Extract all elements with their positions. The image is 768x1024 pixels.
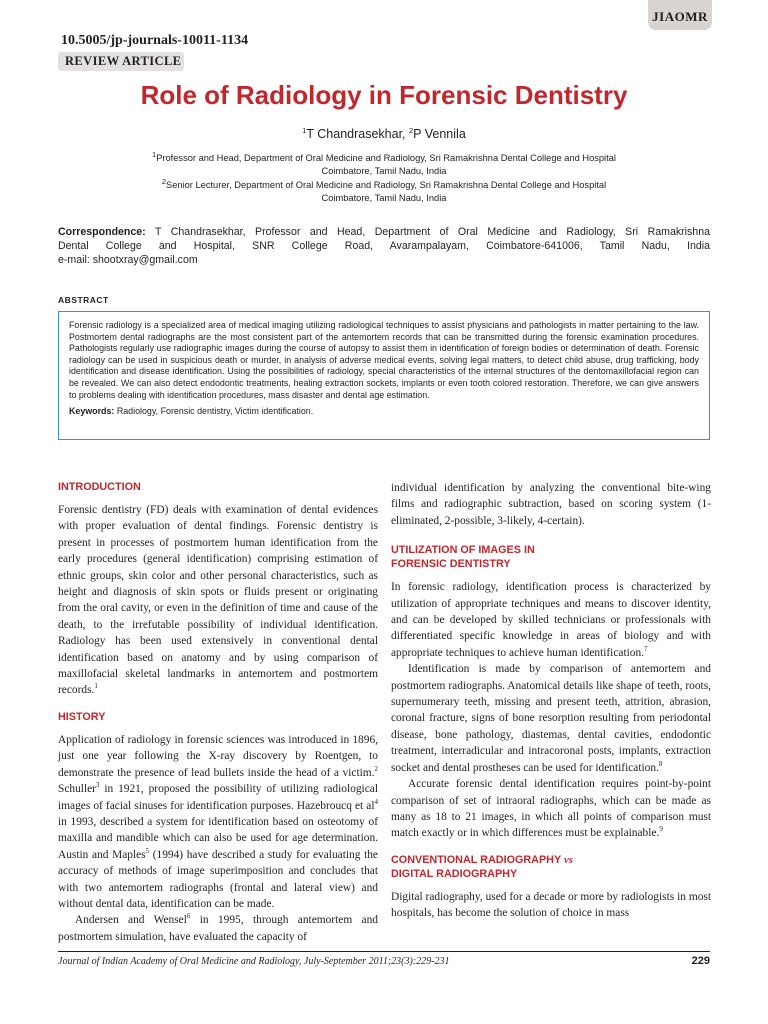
affiliation-2-line2: Coimbatore, Tamil Nadu, India	[321, 193, 447, 204]
utilization-p3-text: Accurate forensic dental identification requires point-by-point comparison of set of intraoral radiographs, which can be made as many as 18 to 21 images, in which all points of comparison must match exactly or in which differences must be explainable.	[391, 778, 711, 840]
author-1-name: T Chandrasekhar,	[306, 127, 409, 142]
utilization-paragraph-3	[391, 776, 711, 842]
utilization-paragraph-1	[391, 579, 711, 661]
utilization-heading-line1: UTILIZATION OF IMAGES IN	[391, 544, 535, 557]
ref-7: 7	[644, 645, 648, 654]
utilization-p2-text: Identification is made by comparison of antemortem and postmortem radiographs. Anatomical details like shape of teeth, roots, supernumerary teeth, missing and present teeth, attrition, abrasion, coronal fracture, signs of bone resorption resulting from periodontal disease, bone pathology, diastemas, dental cavities, endodontic treatment, interradicular and intracoronal posts, implants, extraction socket and dental prostheses can be used for identification.	[391, 663, 711, 774]
history-text-c: in 1921, proposed the possibility of utilizing radiological images of facial sinuses for identification purposes. Hazebroucq et al	[58, 783, 378, 812]
ref-9: 9	[659, 825, 663, 834]
correspondence-line2: Dental College and Hospital, SNR College Road, Avarampalayam, Coimbatore-641006, Tamil Nadu, India	[58, 240, 710, 252]
journal-abbrev-tab: JIAOMR	[648, 0, 712, 30]
introduction-heading: INTRODUCTION	[58, 481, 141, 493]
correspondence-email: e-mail: shootxray@gmail.com	[58, 254, 198, 266]
keywords	[69, 406, 699, 418]
history-heading: HISTORY	[58, 710, 106, 723]
affiliation-2-line1: Senior Lecturer, Department of Oral Medicine and Radiology, Sri Ramakrishna Dental College and Hospital	[166, 180, 607, 191]
ref-1: 1	[94, 682, 98, 691]
left-column	[58, 480, 378, 945]
affiliation-1-line2: Coimbatore, Tamil Nadu, India	[321, 166, 447, 177]
conventional-heading-vs: vs	[563, 853, 573, 866]
ref-5: 5	[145, 846, 150, 855]
history-text-d: in 1993, described a system for identification based on osteotomy of maxilla and mandible which can also be used for age determination. Austin and Maples	[58, 815, 378, 861]
correspondence	[58, 225, 710, 267]
ref-6: 6	[186, 912, 191, 921]
history-text-b: Schuller	[58, 783, 96, 796]
utilization-heading-line2: FORENSIC DENTISTRY	[391, 558, 511, 571]
conventional-paragraph: Digital radiography, used for a decade or more by radiologists in most hospitals, has become the solution of choice in mass	[391, 890, 711, 920]
utilization-heading	[391, 543, 711, 571]
affiliation-1-line1: Professor and Head, Department of Oral Medicine and Radiology, Sri Ramakrishna Dental College and Hospital	[156, 153, 616, 164]
ref-8: 8	[658, 759, 663, 768]
introduction-paragraph	[58, 502, 378, 699]
footer-rule	[58, 951, 710, 952]
affiliation-2	[100, 175, 668, 205]
author-2-name: P Vennila	[413, 127, 466, 142]
footer-journal-citation: Journal of Indian Academy of Oral Medicine and Radiology, July-September 2011;23(3):229-231	[58, 956, 450, 967]
ref-4: 4	[374, 797, 378, 806]
article-title: Role of Radiology in Forensic Dentistry	[140, 80, 628, 110]
history-text-a: Application of radiology in forensic sciences was introduced in 1896, just one year following the X-ray discovery by Roentgen, to demonstrate the presence of lead bullets inside the head of a victim.	[58, 733, 378, 779]
abstract-heading: ABSTRACT	[58, 295, 109, 305]
keywords-text: Radiology, Forensic dentistry, Victim identification.	[114, 406, 314, 417]
correspondence-line1: T Chandrasekhar, Professor and Head, Department of Oral Medicine and Radiology, Sri Ramakrishna	[145, 226, 710, 238]
history-paragraph-1	[58, 732, 378, 912]
history-p2-text-b: in 1995, through antemortem and postmortem simulation, have evaluated the capacity of	[58, 914, 378, 943]
conventional-heading-a: CONVENTIONAL RADIOGRAPHY	[391, 853, 564, 866]
author-1-number: 1	[302, 126, 307, 135]
affiliation-1	[100, 148, 668, 178]
utilization-paragraph-2	[391, 661, 711, 776]
history-continued: individual identification by analyzing the conventional bite-wing films and radiographic subtraction, based on scoring system (1-eliminated, 2-possible, 3-likely, 4-certain).	[391, 482, 711, 527]
affiliation-1-number: 1	[152, 150, 157, 159]
author-2-number: 2	[409, 126, 414, 135]
utilization-p1-text: In forensic radiology, identification process is characterized by utilization of appropriate techniques and means to discover identity, and can be developed by skilled technicians or professionals with differentiated specific knowledge in areas of biology and with appropriate techniques to achieve human identification.	[391, 581, 711, 659]
abstract-box	[58, 311, 710, 440]
conventional-heading	[391, 853, 711, 881]
history-paragraph-2	[58, 912, 378, 945]
introduction-text: Forensic dentistry (FD) deals with examination of dental evidences with proper evaluation of dental findings. Forensic dentistry is present in processes of postmortem human identification from the early procedures (general identification) comprising estimation of ethnic groups, skin color and other personal characteristics, such as height and diagnosis of skin spots or fluids present or originating from the oral cavity, or even in the definition of time and cause of the death, to the irrefutable possibility of individual identification. Radiology has been used extensively in conventional dental identification based on anatomy and by using comparison of maxillofacial skeletal landmarks in antemortem and postmortem records.	[58, 504, 378, 697]
ref-2: 2	[374, 764, 378, 773]
history-text-e: (1994) have described a study for evaluating the accuracy of methods of image superimposition and concludes that with two antemortem radiographs (frontal and lateral view) and without dental data, identification can be made.	[58, 848, 378, 910]
conventional-heading-line2: DIGITAL RADIOGRAPHY	[391, 867, 518, 880]
right-column	[391, 480, 711, 922]
article-type-label: REVIEW ARTICLE	[58, 52, 184, 71]
affiliation-2-number: 2	[161, 177, 167, 186]
authors	[0, 126, 768, 141]
history-p2-text-a: Andersen and Wensel	[75, 914, 187, 927]
correspondence-label: Correspondence:	[58, 226, 146, 238]
abstract-text: Forensic radiology is a specialized area of medical imaging utilizing radiological techniques to assist physicians and pathologists in matter pertaining to the law. Postmortem dental radiographs are the most consistent part of the antemortem records that can be transmitted during the forensic examination procedures. Pathologists regularly use radiographic images during the course of autopsy to assist them in identification of foreign bodies or determination of death. Forensic radiology can be used in suspicious death or murder, in analysis of adverse medical events, solving legal matters, to detect child abuse, drug trafficking, body identification and disease identification. Using the possibilities of radiology, special characteristics of the internal structures of the dentomaxillofacial region can be revealed. We can also detect endodontic treatments, healing extraction sockets, implants or even tooth colored restoration. Therefore, we can give answers to problems dealing with identification procedures, mass disaster and dental age estimation.	[69, 320, 699, 400]
ref-3: 3	[95, 781, 100, 790]
doi: 10.5005/jp-journals-10011-1134	[61, 33, 249, 48]
keywords-label: Keywords:	[69, 406, 115, 417]
page-number: 229	[691, 955, 710, 967]
